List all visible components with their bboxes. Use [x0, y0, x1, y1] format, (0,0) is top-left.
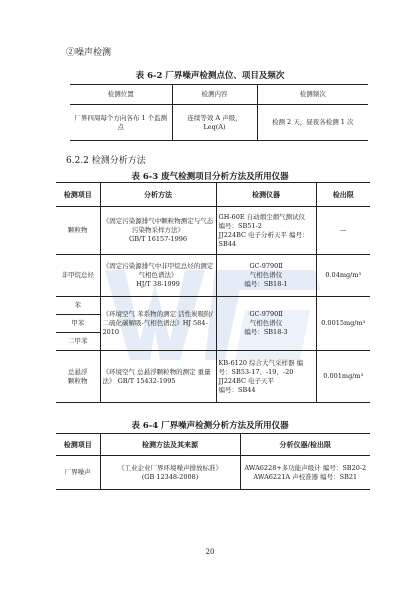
page-number: 20 [205, 548, 215, 556]
cell-method: 《工业企业厂界环境噪声排放标准》 (GB 12348-2008) [100, 456, 240, 490]
cell-item: 苯 [56, 297, 100, 315]
header-location: 检测位置 [70, 85, 172, 105]
cell-item: 甲苯 [56, 315, 100, 333]
header-limit: 检出限 [316, 183, 370, 207]
header-item: 检测项目 [56, 183, 100, 207]
cell-method: 《固定污染源排气中颗粒物测定与气态污染物采样方法》 GB/T 16157-1996 [100, 207, 216, 255]
header-frequency: 检测频次 [257, 85, 368, 105]
header-method: 检测方法及其来源 [100, 434, 240, 456]
table-6-4 [56, 433, 370, 490]
table-6-3 [56, 182, 370, 403]
cell-method: 《环境空气 总悬浮颗粒物的测定 重量法》 GB/T 15432-1995 [100, 351, 216, 403]
section-6-2-2-heading: 6.2.2 检测分析方法 [66, 156, 146, 166]
table-6-4-caption: 表 6-4 厂界噪声检测分析方法及所用仪器 [131, 421, 289, 431]
cell-item: 总悬浮 颗粒物 [56, 351, 100, 403]
cell-instrument: GH-60E 自动烟尘烟气测试仪 编号：SB51-2 JJ224BC 电子分析天平 编号：SB44 [216, 207, 316, 255]
cell-item: 非甲烷总烃 [56, 255, 100, 297]
cell-limit: 0.0015mg/m³ [316, 297, 370, 351]
table-6-2 [70, 84, 368, 141]
cell-method: 《环境空气 苯系物的测定 活性炭吸附/二硫化碳解吸-气相色谱法》HJ 584-2010 [100, 297, 216, 351]
cell-limit: 0.04mg/m³ [316, 255, 370, 297]
header-method: 分析方法 [100, 183, 216, 207]
section-noise-heading: ②噪声检测 [66, 48, 112, 58]
cell-method: 《固定污染源排气中非甲烷总烃的测定 气相色谱法》 HJ/T 38-1999 [100, 255, 216, 297]
cell-item: 二甲苯 [56, 333, 100, 351]
cell-instrument: GC-9790Ⅱ 气相色谱仪 编号：SB18-1 [216, 255, 316, 297]
table-6-3-caption: 表 6-3 废气检测项目分析方法及所用仪器 [131, 172, 289, 182]
cell-content: 连续等效 A 声级， Leq(A) [172, 105, 257, 141]
cell-limit: 0.001mg/m³ [316, 351, 370, 403]
header-instrument: 分析仪器/检出限 [240, 434, 370, 456]
header-content: 检测内容 [172, 85, 257, 105]
cell-item: 颗粒物 [56, 207, 100, 255]
table-6-2-caption: 表 6-2 厂界噪声检测点位、项目及频次 [135, 71, 285, 81]
cell-limit: — [316, 207, 370, 255]
cell-frequency: 检测 2 天，昼夜各检测 1 次 [257, 105, 368, 141]
header-item: 检测项目 [56, 434, 100, 456]
header-instrument: 检测仪器 [216, 183, 316, 207]
cell-instrument: AWA6228+多功能声级计 编号：SB20-2 AWA6221A 声校准器 编号：SB21 [240, 456, 370, 490]
cell-instrument: KB-6120 综合大气采样器 编号：SB53-17、-19、-20 JJ224BC 电子天平 编号：SB44 [216, 351, 316, 403]
cell-location: 厂界四周每个方向各布 1 个监测点 [70, 105, 172, 141]
cell-item: 厂界噪声 [56, 456, 100, 490]
cell-instrument: GC-9790Ⅱ 气相色谱仪 编号：SB18-3 [216, 297, 316, 351]
